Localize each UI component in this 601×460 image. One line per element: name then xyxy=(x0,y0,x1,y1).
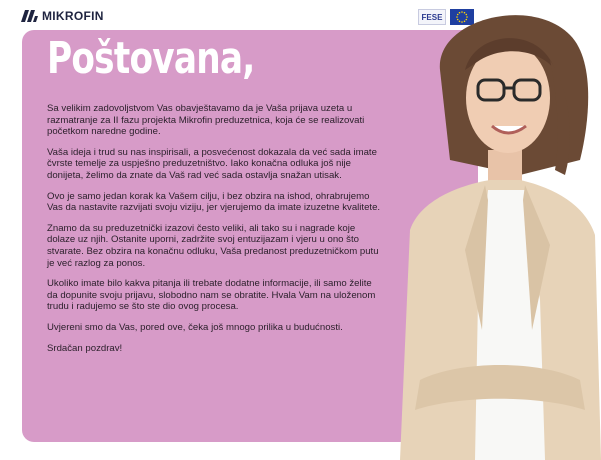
woman-in-glasses-icon xyxy=(380,0,601,460)
brand-name: MIKROFIN xyxy=(42,9,104,23)
letter-paragraph-4: Znamo da su preduzetnički izazovi često veliki, ali tako su i nagrade koje dolaze uz njih. Ostanite uporni, zadržite svoj entuzijazam i vjeru u ono što stvarate. Bez obzira na konačnu odluku, Vaša predanost preduzetničkom putu je već razlog za ponos. xyxy=(47,222,379,269)
mikrofin-mark-icon xyxy=(21,10,38,22)
mikrofin-logo[interactable] xyxy=(21,9,104,23)
fese-logo: FESE xyxy=(418,9,446,25)
letter-paragraph-2: Vaša ideja i trud su nas inspirisali, a posvećenost dokazala da već sada imate čvrste temelje za uspješno preduzetništvo. Iako konačna odluka još nije donijeta, želimo da znate da Vaš rad već sada ostavlja snažan utisak. xyxy=(47,146,377,181)
letter-paragraph-6: Uvjereni smo da Vas, pored ove, čeka još mnogo prilika u budućnosti. xyxy=(47,321,343,333)
greeting-heading: Poštovana, xyxy=(47,33,255,84)
letter-paragraph-5: Ukoliko imate bilo kakva pitanja ili trebate dodatne informacije, ili samo želite da dopunite svoju prijavu, slobodno nam se obratite. Hvala Vam na uloženom trudu i radujemo se što ste dio ovog procesa. xyxy=(47,278,376,313)
woman-illustration xyxy=(380,0,601,460)
letter-body xyxy=(47,103,382,363)
letter-paragraph-3: Ovo je samo jedan korak ka Vašem cilju, i bez obzira na ishod, ohrabrujemo Vas da nastavite razvijati svoju viziju, jer vjerujemo da imate izuzetne kvalitete. xyxy=(47,190,381,214)
letter-signoff: Srdačan pozdrav! xyxy=(47,342,123,354)
letter-paragraph-1: Sa velikim zadovoljstvom Vas obavještavamo da je Vaša prijava uzeta u razmatranje za II fazu projekta Mikrofin preduzetnica, koja će se realizovati početkom naredne godine. xyxy=(47,103,365,138)
